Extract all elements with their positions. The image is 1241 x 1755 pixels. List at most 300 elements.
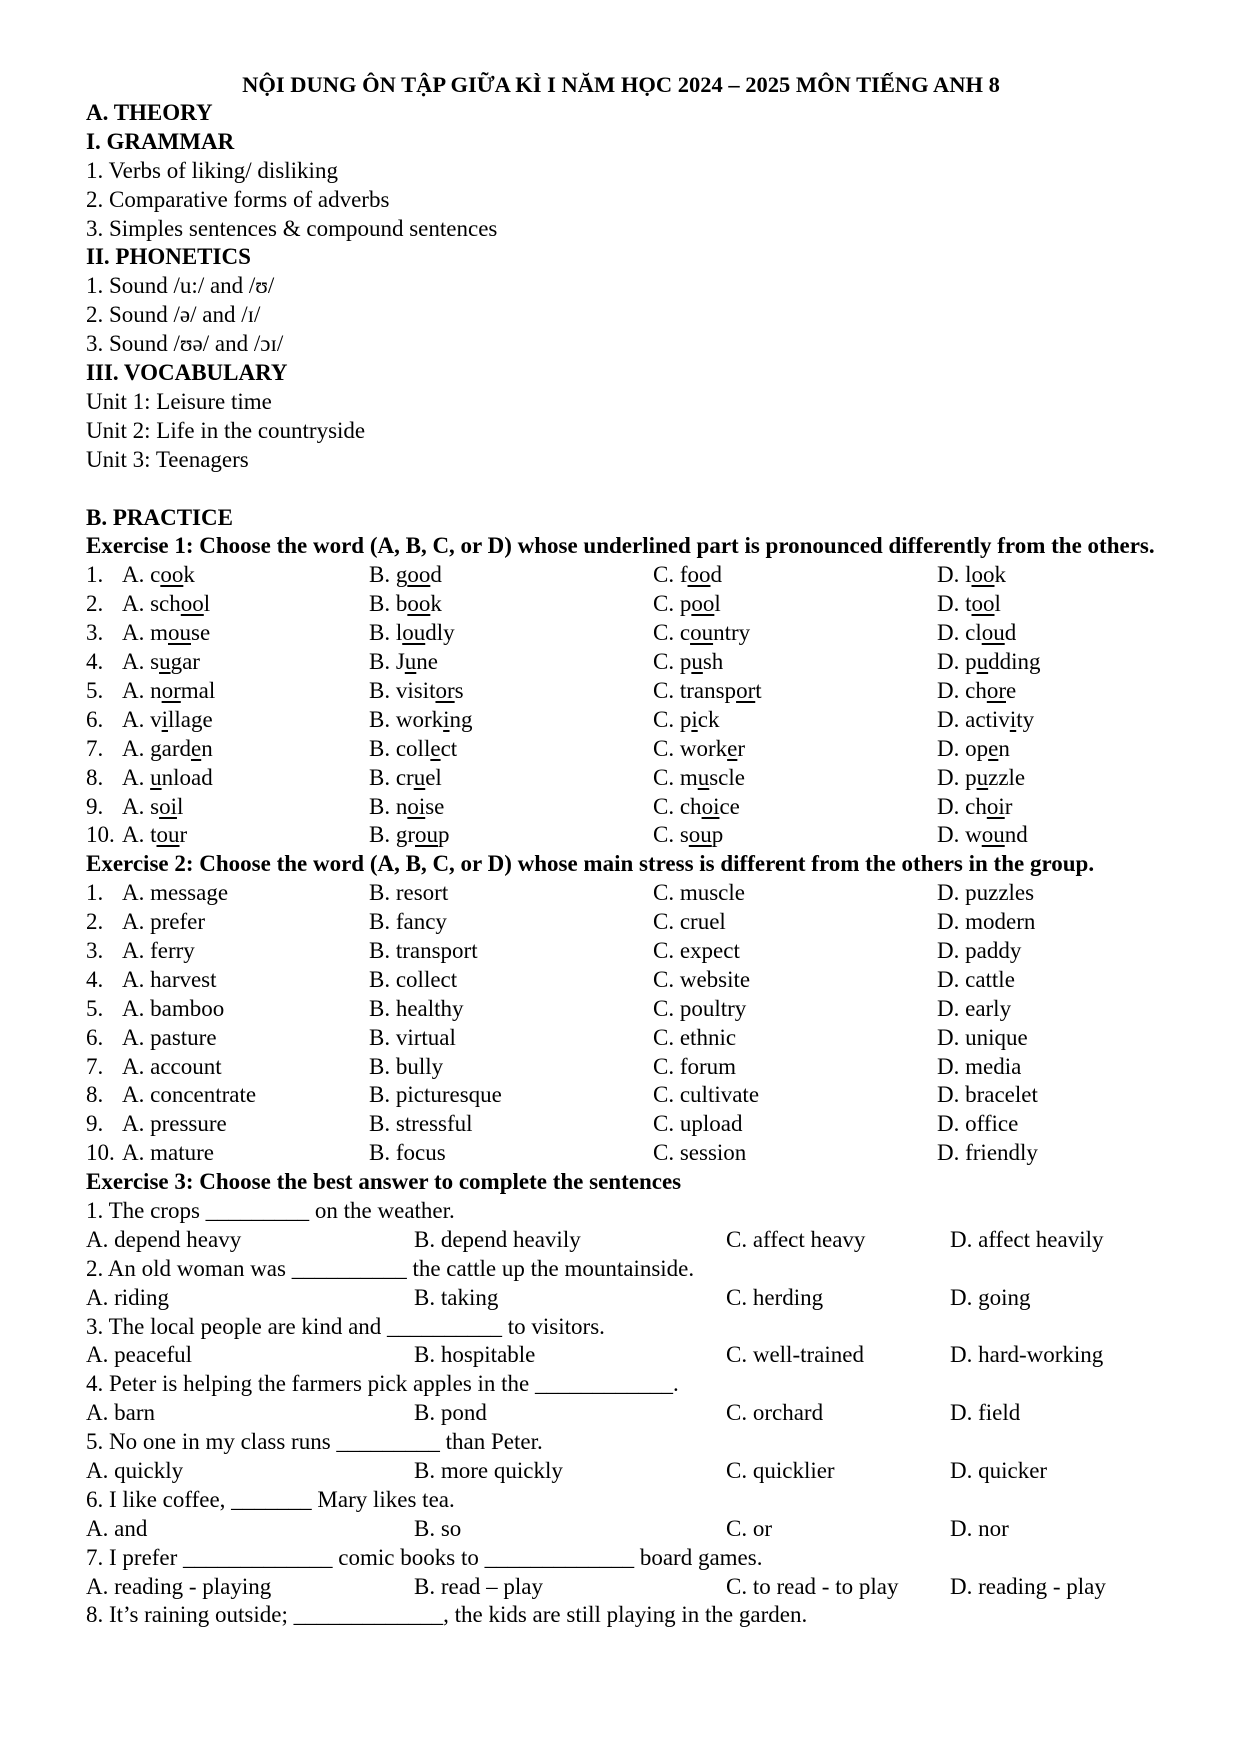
option-text: D. p <box>937 764 977 790</box>
answer-option <box>122 735 369 764</box>
option-text: C. m <box>653 764 698 790</box>
answer-option: B. more quickly <box>414 1458 563 1484</box>
answer-option: A. mature <box>122 1140 214 1166</box>
theory-heading: A. THEORY <box>86 100 213 125</box>
underlined-part: e <box>988 735 999 761</box>
option-text: B. J <box>369 649 405 675</box>
answer-option: D. bracelet <box>937 1082 1038 1108</box>
underlined-part: ou <box>690 620 714 646</box>
underlined-part: ou <box>981 620 1005 646</box>
options-row <box>86 1284 1166 1313</box>
answer-option <box>653 735 937 764</box>
answer-option: B. so <box>414 1515 462 1541</box>
question-text: 1. The crops _________ on the weather. <box>86 1198 455 1223</box>
option-text: ty <box>1016 706 1035 732</box>
underlined-part: e <box>190 735 202 761</box>
answer-option <box>122 590 369 619</box>
phonetics-item: 2. Sound /ə/ and /ɪ/ <box>86 302 261 328</box>
answer-option: A. pressure <box>122 1111 227 1137</box>
document-page <box>86 70 1166 1630</box>
answer-option: D. early <box>937 995 1012 1021</box>
option-text: nload <box>161 764 213 790</box>
answer-option <box>369 764 653 793</box>
question-number: 10. <box>86 1140 115 1166</box>
table-row <box>86 1053 1166 1082</box>
option-text: C. f <box>653 562 688 588</box>
answer-option: D. affect heavily <box>950 1226 1104 1252</box>
answer-option <box>369 706 653 735</box>
question-text: 5. No one in my class runs _________ than Peter. <box>86 1429 543 1455</box>
answer-option <box>122 648 369 677</box>
question-number: 4. <box>86 649 104 675</box>
option-text: t <box>755 677 762 703</box>
underlined-part: i <box>1009 706 1017 732</box>
answer-option: A. pasture <box>122 1024 217 1050</box>
vocabulary-item: Unit 2: Life in the countryside <box>86 417 366 443</box>
option-text: D. cl <box>937 620 982 646</box>
underlined-part: oo <box>407 562 431 588</box>
question-number: 1. <box>86 562 104 588</box>
answer-option: A. peaceful <box>86 1342 192 1368</box>
underlined-part: u <box>159 649 171 675</box>
underlined-part: oo <box>687 562 711 588</box>
option-text: s <box>454 677 464 703</box>
option-text: C. p <box>653 649 692 675</box>
options-row <box>86 1341 1166 1370</box>
option-text: r <box>737 735 746 761</box>
answer-option: A. ferry <box>122 937 195 963</box>
answer-option <box>937 821 1137 850</box>
answer-option <box>369 561 653 590</box>
answer-option <box>653 648 937 677</box>
answer-option: D. unique <box>937 1024 1028 1050</box>
underlined-part: or <box>435 677 455 703</box>
table-row <box>86 1110 1166 1139</box>
underlined-part: i <box>443 706 450 732</box>
exercise-2-heading: Exercise 2: Choose the word (A, B, C, or D) whose main stress is different from the others in the group. <box>86 851 1095 877</box>
answer-option: D. quicker <box>950 1458 1048 1484</box>
question-number: 9. <box>86 1111 104 1137</box>
option-text: d <box>710 562 722 588</box>
question-text: 4. Peter is helping the farmers pick apples in the ____________. <box>86 1371 679 1397</box>
page-title: NỘI DUNG ÔN TẬP GIỮA KÌ I NĂM HỌC 2024 – 2025 MÔN TIẾNG ANH 8 <box>242 72 1000 97</box>
question-number: 7. <box>86 1053 104 1079</box>
answer-option: B. resort <box>369 880 449 906</box>
underlined-part: e <box>727 735 738 761</box>
question-number: 7. <box>86 735 104 761</box>
vocabulary-item: Unit 3: Teenagers <box>86 446 249 472</box>
underlined-part: oi <box>701 793 720 819</box>
answer-option: D. media <box>937 1053 1022 1079</box>
underlined-part: u <box>413 764 426 790</box>
answer-option <box>122 821 369 850</box>
option-text: scle <box>709 764 745 790</box>
answer-option <box>653 677 937 706</box>
underlined-part: u <box>976 764 989 790</box>
option-text: se <box>425 793 445 819</box>
option-text: B. coll <box>369 735 431 761</box>
answer-option: B. collect <box>369 966 458 992</box>
table-row <box>86 966 1166 995</box>
option-text: d <box>430 562 442 588</box>
answer-option: C. cultivate <box>653 1082 760 1108</box>
option-text: D. op <box>937 735 989 761</box>
table-row <box>86 677 1166 706</box>
question-number: 8. <box>86 764 104 790</box>
answer-option <box>653 619 937 648</box>
option-text: A. sch <box>122 591 181 617</box>
exercise-2-list <box>86 879 1166 1168</box>
underlined-part: oo <box>407 591 431 617</box>
exercise-1-heading: Exercise 1: Choose the word (A, B, C, or D) whose underlined part is pronounced differently from the others. <box>86 533 1155 559</box>
option-text: se <box>191 620 211 646</box>
answer-option <box>653 821 937 850</box>
table-row <box>86 764 1166 793</box>
underlined-part: oo <box>971 591 995 617</box>
answer-option: B. transport <box>369 937 478 963</box>
answer-option: C. muscle <box>653 880 745 906</box>
answer-option: A. account <box>122 1053 222 1079</box>
exercise-3-list <box>86 1197 1166 1630</box>
answer-option: A. reading - playing <box>86 1573 272 1599</box>
underlined-part: or <box>161 677 181 703</box>
answer-option: B. pond <box>414 1400 487 1426</box>
option-text: k <box>430 591 442 617</box>
option-text: n <box>998 735 1010 761</box>
answer-option: B. bully <box>369 1053 444 1079</box>
options-row <box>86 1515 1166 1544</box>
answer-option <box>369 735 653 764</box>
option-text: ng <box>449 706 473 732</box>
option-text: D. l <box>937 562 972 588</box>
option-text: l <box>714 591 721 617</box>
option-text: dding <box>988 649 1041 675</box>
answer-option: B. virtual <box>369 1024 456 1050</box>
option-text: D. w <box>937 822 982 848</box>
options-row <box>86 1457 1166 1486</box>
option-text: C. work <box>653 735 728 761</box>
question-text: 2. An old woman was __________ the cattle up the mountainside. <box>86 1255 695 1281</box>
answer-option <box>937 735 1137 764</box>
grammar-list <box>86 157 1166 244</box>
underlined-part: oo <box>691 591 715 617</box>
answer-option <box>369 648 653 677</box>
option-text: C. p <box>653 591 692 617</box>
answer-option: D. cattle <box>937 966 1015 992</box>
question-number: 5. <box>86 677 104 703</box>
answer-option <box>122 619 369 648</box>
answer-option: C. website <box>653 966 751 992</box>
answer-option: A. concentrate <box>122 1082 257 1108</box>
answer-option: A. depend heavy <box>86 1226 242 1252</box>
table-row <box>86 879 1166 908</box>
answer-option <box>653 706 937 735</box>
answer-option <box>653 590 937 619</box>
option-text: mal <box>180 677 216 703</box>
question-number: 4. <box>86 966 104 992</box>
option-text: C. p <box>653 706 692 732</box>
answer-option: C. quicklier <box>726 1458 835 1484</box>
option-text: p <box>711 822 724 848</box>
answer-option: A. message <box>122 880 229 906</box>
answer-option <box>369 677 653 706</box>
option-text: zzle <box>988 764 1026 790</box>
option-text: A. m <box>122 620 168 646</box>
answer-option: D. field <box>950 1400 1021 1426</box>
table-row <box>86 908 1166 937</box>
table-row <box>86 648 1166 677</box>
question-number: 9. <box>86 793 104 819</box>
answer-option <box>937 590 1137 619</box>
option-text: B. visit <box>369 677 436 703</box>
answer-option <box>937 619 1137 648</box>
option-text: C. s <box>653 822 689 848</box>
answer-option <box>653 561 937 590</box>
option-text: A. s <box>122 649 160 675</box>
question-number: 6. <box>86 706 104 732</box>
answer-option <box>122 677 369 706</box>
table-row <box>86 561 1166 590</box>
underlined-part: e <box>430 735 441 761</box>
answer-option: B. read – play <box>414 1573 544 1599</box>
option-text: C. transp <box>653 677 737 703</box>
option-text: A. n <box>122 677 162 703</box>
option-text: sh <box>702 649 724 675</box>
table-row <box>86 735 1166 764</box>
table-row <box>86 937 1166 966</box>
answer-option: B. depend heavily <box>414 1226 581 1252</box>
grammar-item: 1. Verbs of liking/ disliking <box>86 157 338 183</box>
answer-option <box>937 706 1137 735</box>
option-text: ne <box>416 649 439 675</box>
answer-option: C. forum <box>653 1053 737 1079</box>
option-text: A. <box>122 764 151 790</box>
answer-option <box>122 561 369 590</box>
option-text: D. ch <box>937 793 987 819</box>
question-text: 8. It’s raining outside; _____________, the kids are still playing in the garden. <box>86 1602 808 1628</box>
option-text: n <box>201 735 213 761</box>
option-text: dly <box>425 620 455 646</box>
answer-option: B. stressful <box>369 1111 473 1137</box>
underlined-part: ou <box>402 620 426 646</box>
answer-option: C. affect heavy <box>726 1226 866 1252</box>
option-text: B. g <box>369 562 408 588</box>
option-text: B. l <box>369 620 403 646</box>
option-text: D. activ <box>937 706 1010 732</box>
option-text: gar <box>170 649 200 675</box>
answer-option: B. focus <box>369 1140 446 1166</box>
answer-option <box>937 677 1137 706</box>
answer-option <box>369 821 653 850</box>
answer-option: C. to read - to play <box>726 1573 899 1599</box>
grammar-item: 2. Comparative forms of adverbs <box>86 186 390 212</box>
option-text: nd <box>1004 822 1028 848</box>
answer-option: D. hard-working <box>950 1342 1104 1368</box>
answer-option <box>937 793 1137 822</box>
answer-option: D. reading - play <box>950 1573 1106 1599</box>
question-number: 2. <box>86 909 104 935</box>
underlined-part: ou <box>168 620 191 646</box>
question-number: 6. <box>86 1024 104 1050</box>
options-row <box>86 1573 1166 1602</box>
option-text: B. n <box>369 793 408 819</box>
phonetics-item: 3. Sound /ʊə/ and /ɔɪ/ <box>86 331 284 357</box>
option-text: A. gard <box>122 735 191 761</box>
answer-option: D. modern <box>937 909 1036 935</box>
exercise-1-list <box>86 561 1166 850</box>
answer-option: C. expect <box>653 937 740 963</box>
option-text: ce <box>719 793 740 819</box>
answer-option: D. office <box>937 1111 1019 1137</box>
table-row <box>86 619 1166 648</box>
answer-option: B. picturesque <box>369 1082 502 1108</box>
underlined-part: u <box>691 649 703 675</box>
question-number: 1. <box>86 880 104 906</box>
vocabulary-list <box>86 388 1166 475</box>
underlined-part: ou <box>981 822 1005 848</box>
option-text: ck <box>697 706 720 732</box>
underlined-part: ou <box>688 822 712 848</box>
answer-option: C. herding <box>726 1284 824 1310</box>
table-row <box>86 793 1166 822</box>
answer-option: D. paddy <box>937 937 1022 963</box>
table-row <box>86 1139 1166 1168</box>
question-text: 7. I prefer _____________ comic books to _____________ board games. <box>86 1544 763 1570</box>
answer-option <box>937 764 1137 793</box>
answer-option: A. barn <box>86 1400 155 1426</box>
answer-option: A. prefer <box>122 909 206 935</box>
answer-option: C. ethnic <box>653 1024 737 1050</box>
option-text: r <box>1004 793 1013 819</box>
option-text: D. p <box>937 649 977 675</box>
grammar-item: 3. Simples sentences & compound sentences <box>86 215 498 241</box>
answer-option <box>937 648 1137 677</box>
option-text: A. s <box>122 793 160 819</box>
option-text: B. cr <box>369 764 414 790</box>
answer-option: B. taking <box>414 1284 499 1310</box>
answer-option: A. riding <box>86 1284 170 1310</box>
answer-option: C. or <box>726 1515 772 1541</box>
option-text: B. work <box>369 706 444 732</box>
option-text: C. c <box>653 620 691 646</box>
option-text: l <box>176 793 184 819</box>
question-text: 3. The local people are kind and __________ to visitors. <box>86 1313 605 1339</box>
options-row <box>86 1399 1166 1428</box>
underlined-part: ou <box>415 822 438 848</box>
underlined-part: or <box>986 677 1006 703</box>
option-text: ntry <box>713 620 751 646</box>
table-row <box>86 995 1166 1024</box>
underlined-part: oo <box>160 562 184 588</box>
option-text: C. ch <box>653 793 702 819</box>
question-number: 2. <box>86 591 104 617</box>
phonetics-heading: II. PHONETICS <box>86 244 251 270</box>
answer-option <box>369 793 653 822</box>
answer-option: D. friendly <box>937 1140 1038 1166</box>
underlined-part: oi <box>407 793 426 819</box>
answer-option: A. bamboo <box>122 995 225 1021</box>
answer-option <box>369 619 653 648</box>
answer-option <box>369 590 653 619</box>
answer-option: C. cruel <box>653 909 726 935</box>
question-number: 3. <box>86 937 104 963</box>
option-text: e <box>1006 677 1017 703</box>
answer-option <box>122 764 369 793</box>
practice-heading: B. PRACTICE <box>86 504 233 530</box>
answer-option: B. healthy <box>369 995 464 1021</box>
option-text: k <box>183 562 195 588</box>
answer-option: C. session <box>653 1140 747 1166</box>
question-text: 6. I like coffee, _______ Mary likes tea. <box>86 1486 455 1512</box>
option-text: r <box>179 822 188 848</box>
question-number: 3. <box>86 620 104 646</box>
answer-option: B. hospitable <box>414 1342 536 1368</box>
vocabulary-heading: III. VOCABULARY <box>86 360 288 386</box>
table-row <box>86 821 1166 850</box>
option-text: p <box>438 822 450 848</box>
option-text: B. b <box>369 591 408 617</box>
table-row <box>86 706 1166 735</box>
table-row <box>86 1024 1166 1053</box>
answer-option: D. puzzles <box>937 880 1035 906</box>
answer-option <box>653 793 937 822</box>
question-number: 5. <box>86 995 104 1021</box>
option-text: llage <box>168 706 213 732</box>
option-text: B. gr <box>369 822 415 848</box>
option-text: l <box>203 591 211 617</box>
question-number: 8. <box>86 1082 104 1108</box>
question-number: 10. <box>86 822 115 848</box>
underlined-part: u <box>976 649 989 675</box>
phonetics-list <box>86 272 1166 359</box>
option-text: k <box>994 562 1006 588</box>
option-text: l <box>994 591 1001 617</box>
answer-option <box>937 561 1137 590</box>
underlined-part: i <box>161 706 169 732</box>
answer-option: C. well-trained <box>726 1342 864 1368</box>
answer-option <box>122 706 369 735</box>
answer-option <box>122 793 369 822</box>
answer-option: A. harvest <box>122 966 217 992</box>
answer-option: B. fancy <box>369 909 447 935</box>
option-text: D. ch <box>937 677 987 703</box>
answer-option <box>653 764 937 793</box>
phonetics-item: 1. Sound /u:/ and /ʊ/ <box>86 273 275 299</box>
underlined-part: i <box>691 706 698 732</box>
vocabulary-item: Unit 1: Leisure time <box>86 388 272 414</box>
answer-option: D. nor <box>950 1515 1009 1541</box>
underlined-part: oi <box>159 793 177 819</box>
underlined-part: oo <box>971 562 995 588</box>
underlined-part: ou <box>156 822 180 848</box>
option-text: d <box>1004 620 1017 646</box>
underlined-part: u <box>150 764 162 790</box>
answer-option: A. and <box>86 1515 148 1541</box>
answer-option: D. going <box>950 1284 1031 1310</box>
exercise-3-heading: Exercise 3: Choose the best answer to complete the sentences <box>86 1169 682 1195</box>
answer-option: C. poultry <box>653 995 747 1021</box>
options-row <box>86 1226 1166 1255</box>
underlined-part: u <box>697 764 710 790</box>
underlined-part: oo <box>180 591 204 617</box>
option-text: ct <box>440 735 458 761</box>
underlined-part: or <box>736 677 756 703</box>
option-text: A. c <box>122 562 161 588</box>
option-text: el <box>425 764 442 790</box>
table-row <box>86 590 1166 619</box>
option-text: A. v <box>122 706 162 732</box>
answer-option: C. orchard <box>726 1400 824 1426</box>
